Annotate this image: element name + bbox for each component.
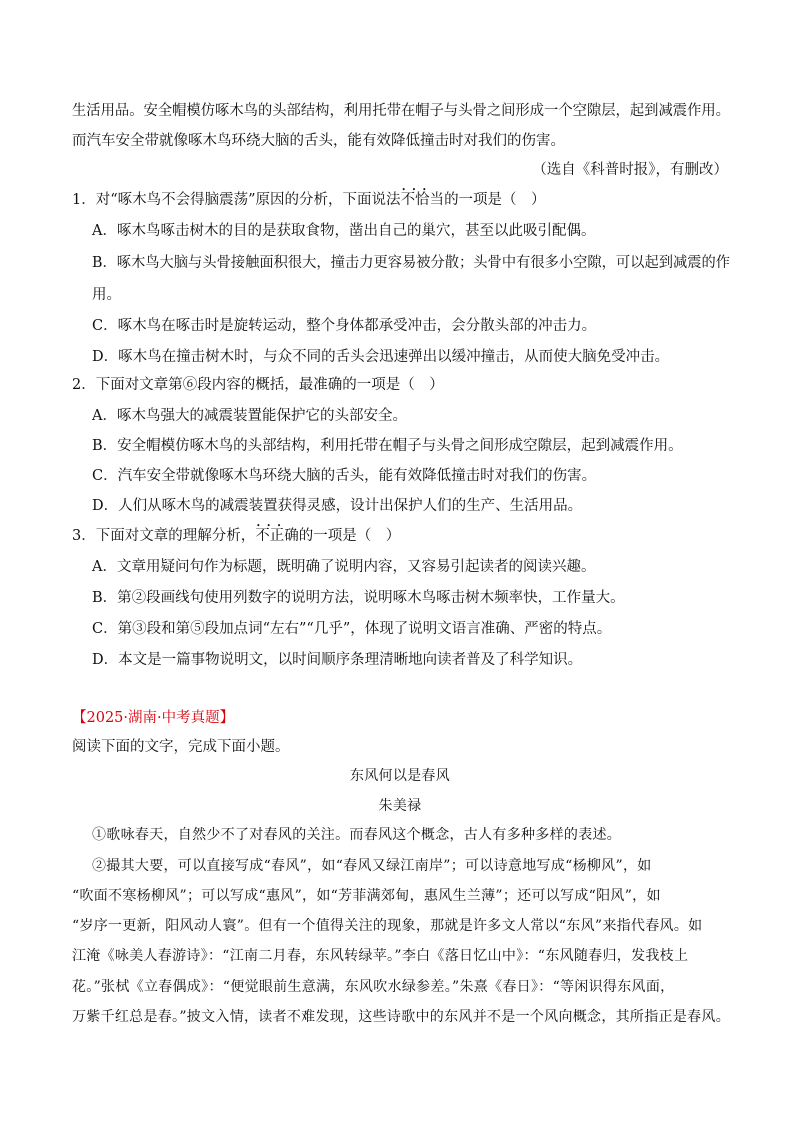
question-1-option-c: C．啄木鸟在啄击时是旋转运动，整个身体都承受冲击，会分散头部的冲击力。 — [92, 318, 597, 334]
question-2-stem: 2．下面对文章第⑥段内容的概括，最准确的一项是（ ） — [72, 377, 444, 393]
emphasis-dotted-text: • • • 不正确 — [255, 526, 299, 546]
article-author: 朱美禄 — [378, 798, 422, 814]
question-1-stem: 1．对“啄木鸟不会得脑震荡”原因的分析，下面说法• • • 不恰当的一项是（ ） — [72, 190, 546, 210]
article-paragraph-line: ①歌咏春天，自然少不了对春风的关注。而春风这个概念，古人有多种多样的表述。 — [92, 827, 622, 843]
question-2-option-c: C．汽车安全带就像啄木鸟环绕大脑的舌头，能有效降低撞击时对我们的伤害。 — [92, 468, 597, 484]
question-2-option-a: A．啄木鸟强大的减震装置能保护它的头部安全。 — [92, 408, 407, 424]
question-3-option-a: A．文章用疑问句作为标题，既明确了说明内容，又容易引起读者的阅读兴趣。 — [92, 559, 596, 575]
question-1-option-a: A．啄木鸟啄击树木的目的是获取食物，凿出自己的巢穴，甚至以此吸引配偶。 — [92, 223, 596, 239]
question-1-option-d: D．啄木鸟在撞击树木时，与众不同的舌头会迅速弹出以缓冲撞击，从而使大脑免受冲击。 — [92, 349, 670, 365]
question-3-option-c: C．第③段和第⑤段加点词“左右”“几乎”，体现了说明文语言准确、严密的特点。 — [92, 621, 612, 637]
article-paragraph-line: ②撮其大要，可以直接写成“春风”，如“春风又绿江南岸”；可以诗意地写成“杨柳风”，如 — [92, 858, 652, 874]
reading-instruction: 阅读下面的文字，完成下面小题。 — [72, 739, 290, 755]
question-2-option-b: B．安全帽模仿啄木鸟的头部结构，利用托带在帽子与头骨之间形成空隙层，起到减震作用。 — [92, 438, 683, 454]
passage-line: 而汽车安全带就像啄木鸟环绕大脑的舌头，能有效降低撞击时对我们的伤害。 — [72, 133, 565, 149]
question-3-option-b: B．第②段画线句使用列数字的说明方法，说明啄木鸟啄击树木频率快，工作量大。 — [92, 590, 625, 606]
question-1-option-b-cont: 用。 — [92, 287, 121, 303]
question-3-option-d: D．本文是一篇事物说明文，以时间顺序条理清晰地向读者普及了科学知识。 — [92, 652, 583, 668]
passage-line: 生活用品。安全帽模仿啄木鸟的头部结构，利用托带在帽子与头骨之间形成一个空隙层，起到减震作用。 — [72, 103, 730, 119]
question-2-option-d: D．人们从啄木鸟的减震装置获得灵感，设计出保护人们的生产、生活用品。 — [92, 498, 583, 514]
article-paragraph-line: “岁序一更新，阳风动人寰”。但有一个值得关注的现象，那就是许多文人常以“东风”来指代春风。如 — [72, 918, 703, 934]
article-paragraph-line: 万紫千红总是春。”披文入情，读者不难发现，这些诗歌中的东风并不是一个风向概念，其所指正是春风。 — [72, 1009, 731, 1025]
question-1-option-b: B．啄木鸟大脑与头骨接触面积很大，撞击力更容易被分散；头骨中有很多小空隙，可以起到减震的作 — [92, 255, 731, 271]
source-citation: （选自《科普时报》，有删改） — [532, 162, 728, 178]
emphasis-dotted-text: • • • 不恰当 — [401, 190, 445, 210]
section-tag: 【2025·湖南·中考真题】 — [72, 710, 235, 726]
question-3-stem: 3．下面对文章的理解分析，• • • 不正确的一项是（ ） — [72, 526, 400, 546]
article-paragraph-line: 江淹《咏美人春游诗》：“江南二月春，东风转绿苹。”李白《落日忆山中》：“东风随春归，发我枝上 — [72, 948, 689, 964]
article-paragraph-line: “吹面不寒杨柳风”；可以写成“惠风”，如“芳菲满郊甸，惠风生兰薄”；还可以写成“阳风”，如 — [72, 888, 661, 904]
article-paragraph-line: 花。”张栻《立春偶成》：“便觉眼前生意满，东风吹水绿参差。”朱熹《春日》：“等闲识得东风面， — [72, 979, 675, 995]
article-title: 东风何以是春风 — [349, 768, 451, 784]
